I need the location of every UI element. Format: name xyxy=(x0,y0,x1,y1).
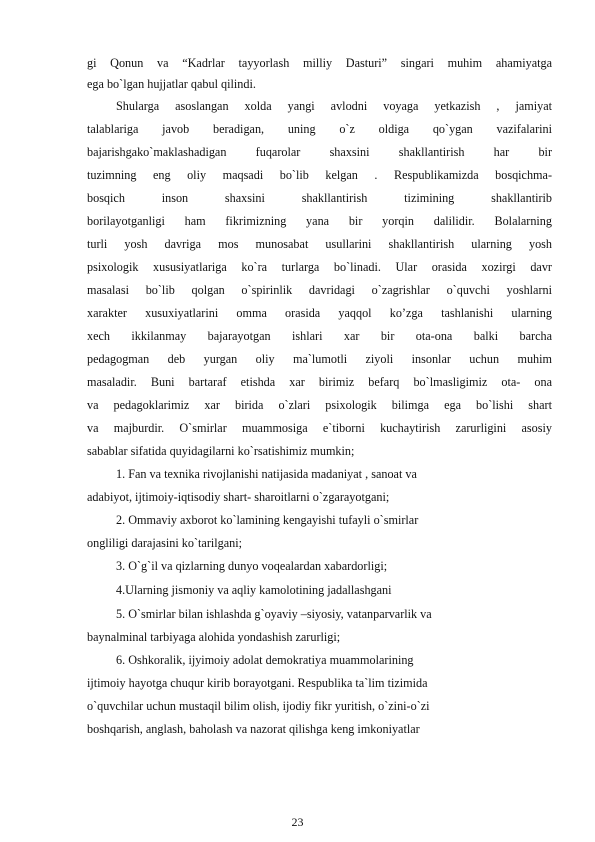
text-line: borilayotganligi ham fikrimizning yana bir yorqin dalilidir. Bolalarning xyxy=(87,214,552,228)
text-line: pedagogman deb yurgan oliy ma`lumotli ziyoli insonlar uchun muhim xyxy=(87,352,552,366)
text-line: va majburdir. O`smirlar muammosiga e`tiborni kuchaytirish zarurligini asosiy xyxy=(87,421,552,435)
text-line: xech ikkilanmay bajarayotgan ishlari xar bir ota-ona balki barcha xyxy=(87,329,552,343)
text-line: ijtimoiy hayotga chuqur kirib borayotgani. Respublika ta`lim tizimida xyxy=(87,676,428,690)
text-line: masaladir. Buni bartaraf etishda xar birimiz befarq bo`lmasligimiz ota- ona xyxy=(87,375,552,389)
list-item: 5. O`smirlar bilan ishlashda g`oyaviy –siyosiy, vatanparvarlik va xyxy=(116,607,432,621)
list-item: 4.Ularning jismoniy va aqliy kamolotining jadallashgani xyxy=(116,583,392,597)
list-item: 6. Oshkoralik, ijyimoiy adolat demokratiya muammolarining xyxy=(116,653,414,667)
text-line: boshqarish, anglash, baholash va nazorat qilishga keng imkoniyatlar xyxy=(87,722,420,736)
page-number: 23 xyxy=(291,815,304,829)
list-item: 2. Ommaviy axborot ko`lamining kengayishi tufayli o`smirlar xyxy=(116,513,419,527)
text-line: gi Qonun va “Kadrlar tayyorlash milliy Dasturi” singari muhim ahamiyatga xyxy=(87,56,552,70)
list-item: 1. Fan va texnika rivojlanishi natijasida madaniyat , sanoat va xyxy=(116,467,417,481)
text-line: Shularga asoslangan xolda yangi avlodni voyaga yetkazish , jamiyat xyxy=(116,99,552,113)
text-line: turli yosh davriga mos munosabat usullarini shakllantirish ularning yosh xyxy=(87,237,552,251)
text-line: o`quvchilar uchun mustaqil bilim olish, ijodiy fikr yuritish, o`zini-o`zi xyxy=(87,699,430,713)
text-line: ongliligi darajasini ko`tarilgani; xyxy=(87,536,243,550)
text-line: psixologik xususiyatlariga ko`ra turlarga bo`linadi. Ular orasida xozirgi davr xyxy=(87,260,552,274)
text-line: ega bo`lgan hujjatlar qabul qilindi. xyxy=(87,77,256,91)
text-line: sabablar sifatida quyidagilarni ko`rsatishimiz mumkin; xyxy=(87,444,355,458)
text-line: baynalminal tarbiyaga alohida yondashish zarurligi; xyxy=(87,630,341,644)
text-line: masalasi bo`lib qolgan o`spirinlik davridagi o`zagrishlar o`quvchi yoshlarni xyxy=(87,283,552,297)
text-line: va pedagoklarimiz xar birida o`zlari psixologik bilimga ega bo`lishi shart xyxy=(87,398,552,412)
list-item: 3. O`g`il va qizlarning dunyo voqealardan xabardorligi; xyxy=(116,559,388,573)
text-line: talablariga javob beradigan, uning o`z oldiga qo`ygan vazifalarini xyxy=(87,122,552,136)
text-line: adabiyot, ijtimoiy-iqtisodiy shart- sharoitlarni o`zgarayotgani; xyxy=(87,490,390,504)
text-line: bajarishgako`maklashadigan fuqarolar shaxsini shakllantirish har bir xyxy=(87,145,552,159)
text-line: xarakter xusuxiyatlarini omma orasida yaqqol ko’zga tashlanishi ularning xyxy=(87,306,552,320)
text-line: bosqich inson shaxsini shakllantirish tizimining shakllantirib xyxy=(87,191,552,205)
text-line: tuzimning eng oliy maqsadi bo`lib kelgan . Respublikamizda bosqichma- xyxy=(87,168,552,182)
